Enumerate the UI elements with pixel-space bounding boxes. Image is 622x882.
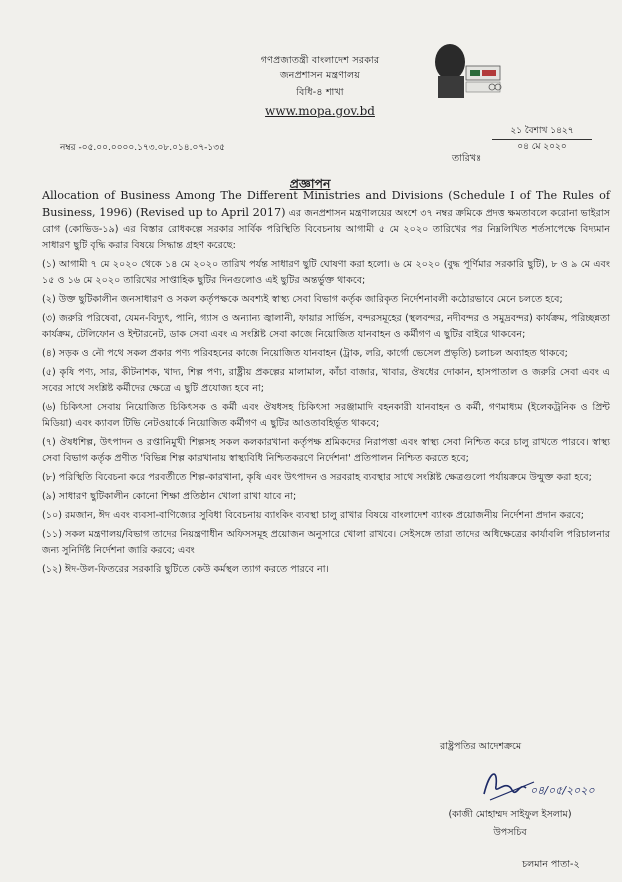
order-text: রাষ্ট্রপতির আদেশক্রমে [440,741,522,752]
list-item: (৮) পরিস্থিতি বিবেচনা করে পরবর্তীতে শিল্প-কারখানা, কৃষি এবং উৎপাদন ও সরবরাহ ব্যবস্থার সাথে সংশ্লিষ্ট ক্ষেত্রগুলো পর্যায়ক্রমে উন্মুক্ত করা হবে; [42,472,592,483]
list-item: (১২) ঈদ-উল-ফিতরের সরকারি ছুটিতে কেউ কর্মস্থল ত্যাগ করতে পারবে না। [42,564,329,575]
header-section: বিধি-৪ শাখা [296,87,344,98]
date-bengali: ২১ বৈশাখ ১৪২৭ [510,126,574,136]
memo-number: নম্বর -০৫.০০.০০০০.১৭৩.০৮.০১৪.০৭-১৩৫ [60,143,225,153]
header-website: www.mopa.gov.bd [265,104,375,118]
date-gregorian: ০৪ মে ২০২০ [492,139,592,155]
intro-bengali-text: এর জনপ্রশাসন মন্ত্রণালয়ের অংশে ৩৭ নম্বর ক্রমিকে প্রদত্ত ক্ষমতাবলে করোনা ভাইরাস রোগ (কোভিড-১৯) এর বিস্তার রোধকল্পে সরকার সার্বিক পরিস্থিতি বিবেচনায় আগামী ৫ মে ২০২০ তারিখের পর নিম্নলিখিত শর্তসাপেক্ষে বিদ্যমান সাধারণ ছুটি বৃদ্ধি করার বিষয়ে সিদ্ধান্ত গ্রহণ করেছে: [42,208,611,251]
list-item: (১১) সকল মন্ত্রণালয়/বিভাগ তাদের নিয়ন্ত্রণাধীন অফিসসমূহ প্রয়োজন অনুসারে খোলা রাখবে। সেইসঙ্গে তারা তাদের অধিক্ষেত্রের কার্যাবলি পরিচালনার জন্য সুনির্দিষ্ট নির্দেশনা জারি করবে; এবং [42,529,610,556]
mujib-100-logo-icon [430,40,510,102]
continued-page-note: চলমান পাতা-২ [522,859,580,870]
list-item: (৬) চিকিৎসা সেবায় নিয়োজিত চিকিৎসক ও কর্মী এবং ঔষধসহ চিকিৎসা সরঞ্জামাদি বহনকারী যানবাহন ও কর্মী, গণমাধ্যম (ইলেকট্রনিক ও প্রিন্ট মিডিয়া) এবং ক্যাবল টিভি নেটওয়ার্কে নিয়োজিত কর্মীগণ এ ছুটির আওতাবহির্ভূত থাকবে; [42,402,610,429]
list-item: (১০) রমজান, ঈদ এবং ব্যবসা-বাণিজ্যের সুবিধা বিবেচনায় ব্যাংকিং ব্যবস্থা চালু রাখার বিষয়ে বাংলাদেশ ব্যাংক প্রয়োজনীয় নির্দেশনা প্রদান করবে; [42,510,584,521]
header-ministry: জনপ্রশাসন মন্ত্রণালয় [279,70,361,81]
list-item: (৫) কৃষি পণ্য, সার, কীটনাশক, খাদ্য, শিল্প পণ্য, রাষ্ট্রীয় প্রকল্পের মালামাল, কাঁচা বাজার, খাবার, ঔষধের দোকান, হাসপাতাল ও জরুরি সেবা এবং এ সবের সাথে সংশ্লিষ্ট কর্মীদের ক্ষেত্রে এ ছুটি প্রযোজ্য হবে না; [42,367,610,394]
document-title: প্রজ্ঞাপন [289,176,331,191]
document-body [42,188,610,581]
intro-paragraph [42,188,610,254]
header-government: গণপ্রজাতন্ত্রী বাংলাদেশ সরকার [260,55,380,66]
list-item: (১) আগামী ৭ মে ২০২০ থেকে ১৪ মে ২০২০ তারিখ পর্যন্ত সাধারণ ছুটি ঘোষণা করা হলো। ৬ মে ২০২০ (বুদ্ধ পূর্ণিমার সরকারি ছুটি), ৮ ও ৯ মে এবং ১৫ ও ১৬ মে ২০২০ তারিখের সাপ্তাহিক ছুটির দিনগুলোও এই ছুটির অন্তর্ভুক্ত থাকবে; [42,259,610,286]
signature-icon [476,760,616,810]
list-item: (৯) সাধারণ ছুটিকালীন কোনো শিক্ষা প্রতিষ্ঠান খোলা রাখা যাবে না; [42,491,297,502]
list-item: (৪) সড়ক ও নৌ পথে সকল প্রকার পণ্য পরিবহনের কাজে নিয়োজিত যানবাহন (ট্রাক, লরি, কার্গো ভেসেল প্রভৃতি) চলাচল অব্যাহত থাকবে; [42,348,568,359]
date-block [492,124,592,155]
list-item: (৩) জরুরি পরিষেবা, যেমন-বিদ্যুৎ, পানি, গ্যাস ও অন্যান্য জ্বালানী, ফায়ার সার্ভিস, বন্দরসমূহের (স্থলবন্দর, নদীবন্দর ও সমুদ্রবন্দর) কার্যক্রম, পরিচ্ছন্নতা কার্যক্রম, টেলিফোন ও ইন্টারনেট, ডাক সেবা এবং এ সংশ্লিষ্ট সেবা কাজে নিয়োজিত যানবাহন ও কর্মীগণ এ ছুটির বাইরে থাকবেন; [42,313,610,340]
signatory-designation: উপসচিব [493,827,527,838]
date-label: তারিখঃ [452,153,482,164]
list-item: (২) উক্ত ছুটিকালীন জনসাধারণ ও সকল কর্তৃপক্ষকে অবশ্যই স্বাস্থ্য সেবা বিভাগ কর্তৃক জারিকৃত নির্দেশনাবলী কঠোরভাবে মেনে চলতে হবে; [42,294,563,305]
list-item: (৭) ঔষধশিল্প, উৎপাদন ও রপ্তানিমুখী শিল্পসহ সকল কলকারখানা কর্তৃপক্ষ শ্রমিকদের নিরাপত্তা এবং স্বাস্থ্য সেবা নিশ্চিত করে চালু রাখতে পারবে। স্বাস্থ্য সেবা বিভাগ কর্তৃক প্রণীত 'বিভিন্ন শিল্প কারখানায় স্বাস্থ্যবিধি নিশ্চিতকরণে নির্দেশনা' প্রতিপালন নিশ্চিত করতে হবে; [42,437,610,464]
signature-date: ০৪/০৫/২০২০ [530,784,595,797]
signatory-name: (কাজী মোহাম্মদ সাইফুল ইসলাম) [448,809,572,820]
intro-english-reference: Allocation of Business Among The Different Ministries and Divisions (Schedule I of The Rules of Business, 1996) (Revised up to April 2017) [42,189,610,219]
